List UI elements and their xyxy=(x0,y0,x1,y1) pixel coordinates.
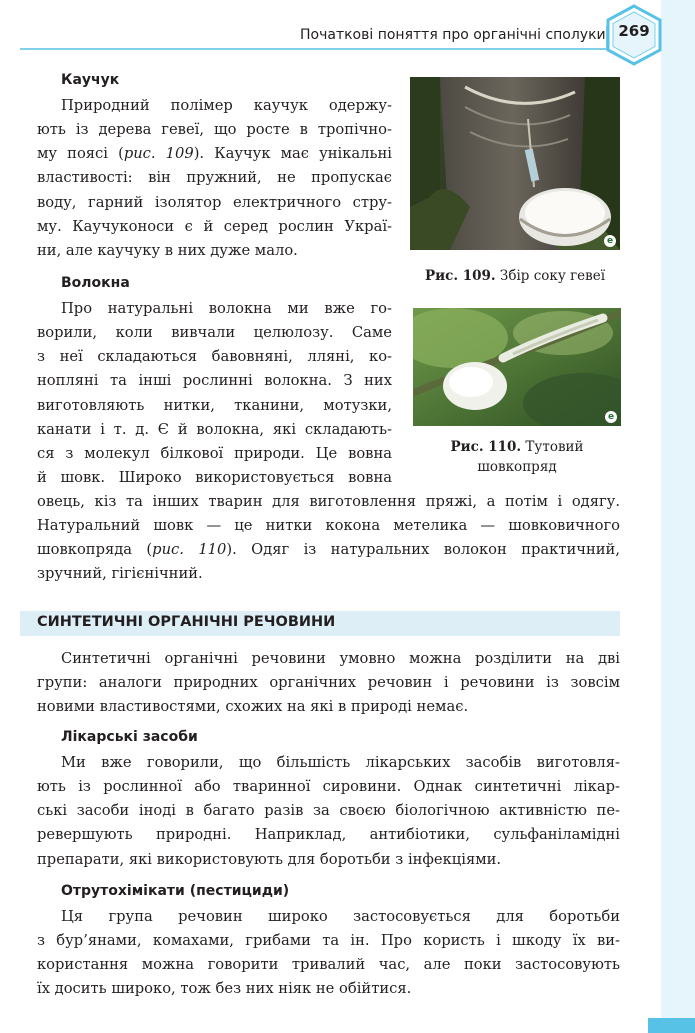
running-title: Початкові поняття про органічні сполуки xyxy=(300,27,606,43)
text-line: овець, кіз та інших тварин для виготовлення пряжі, а потім і одягу. xyxy=(37,493,620,510)
text-line: воду, гарний ізолятор електричного стру- xyxy=(37,193,392,211)
page-edge-tab xyxy=(661,0,695,1033)
text-run: шовкопряда ( xyxy=(37,541,153,559)
text-line: виготовляють нитки, тканини, мотузки, xyxy=(37,396,392,414)
figure-caption-text: Тутовий xyxy=(525,439,584,455)
figure-reference: рис. 109 xyxy=(123,145,194,163)
paragraph-fibers-wide xyxy=(37,490,620,587)
paragraph-fibers-narrow xyxy=(37,297,392,490)
text-line: Ми вже говорили, що більшість лікарських засобів виготовля- xyxy=(61,754,620,771)
silkworm-image xyxy=(413,308,621,426)
text-line: Натуральний шовк — це нитки кокона метелика — шовковичного xyxy=(37,517,620,535)
text-run: ). Одяг із натуральних волокон практичний, xyxy=(226,541,620,559)
caption-line: шовкопряд xyxy=(477,459,557,475)
text-run: ). Каучук має унікальні xyxy=(193,145,392,163)
paragraph-pesticides xyxy=(37,905,620,1002)
text-line: Синтетичні органічні речовини умовно можна розділити на дві xyxy=(61,650,620,667)
text-line: їх досить широко, тож без них ніяк не обійтися. xyxy=(37,980,412,998)
text-line: ревершують природні. Наприклад, антибіотики, сульфаніламідні xyxy=(37,826,620,844)
figure-label: Рис. 109. xyxy=(424,268,496,284)
text-line: новими властивостями, схожих на які в природі немає. xyxy=(37,698,469,716)
figure-110-photo xyxy=(413,308,621,426)
e-resource-icon: e xyxy=(604,235,616,247)
text-line: Природний полімер каучук одержу- xyxy=(61,97,392,114)
heading-rubber: Каучук xyxy=(61,72,120,88)
text-line: ють із рослинної або тваринної сировини. Однак синтетичні лікар- xyxy=(37,778,620,796)
page-corner-tab xyxy=(648,1018,695,1033)
text-line: з бур’янами, комахами, грибами та ін. Про користь і шкоду їх ви- xyxy=(37,932,620,950)
text-line: користання можна говорити тривалий час, але поки застосовують xyxy=(37,956,620,974)
text-line: ють із дерева гевеї, що росте в тропічно- xyxy=(37,121,392,139)
text-line: зручний, гігієнічний. xyxy=(37,565,203,583)
figure-reference: рис. 110 xyxy=(152,541,227,559)
text-line: ські засоби іноді в багато разів за своєю біологічною активністю пе- xyxy=(37,802,620,820)
text-line: канати і т. д. Є й волокна, які складають- xyxy=(37,420,392,438)
text-line: й шовк. Широко використовується вовна xyxy=(37,469,392,487)
text-run: му поясі ( xyxy=(37,145,124,163)
figure-caption-text: Збір соку гевеї xyxy=(499,268,606,284)
text-line xyxy=(37,538,620,562)
text-line: Ця група речовин широко застосовується для боротьби xyxy=(61,908,620,925)
header-rule xyxy=(20,48,616,50)
heading-fibers: Волокна xyxy=(61,275,130,291)
text-line: му. Каучуконоси є й серед рослин Украї- xyxy=(37,217,392,235)
figure-110-caption xyxy=(407,437,627,477)
text-line: Про натуральні волокна ми вже го- xyxy=(61,300,392,317)
figure-label: Рис. 110. xyxy=(450,439,522,455)
page-number: 269 xyxy=(618,22,650,40)
heading-medicines: Лікарські засоби xyxy=(61,729,198,745)
text-line: ворили, коли вивчали целюлозу. Саме xyxy=(37,324,392,342)
paragraph-synthetic xyxy=(37,647,620,719)
figure-109-photo xyxy=(410,77,620,250)
text-line: ся з молекул білкової природи. Це вовна xyxy=(37,444,392,462)
heading-pesticides: Отрутохімікати (пестициди) xyxy=(61,883,290,899)
text-line: ни, але каучуку в них дуже мало. xyxy=(37,241,298,259)
section-title: СИНТЕТИЧНІ ОРГАНІЧНІ РЕЧОВИНИ xyxy=(37,614,336,630)
text-line: з неї складаються бавовняні, лляні, ко- xyxy=(37,348,392,366)
paragraph-medicines xyxy=(37,751,620,872)
e-resource-icon: e xyxy=(605,411,617,423)
rubber-tree-image xyxy=(410,77,620,250)
text-line: препарати, які використовують для боротьби з інфекціями. xyxy=(37,850,502,868)
text-line: групи: аналоги природних органічних речовин і речовини із зовсім xyxy=(37,674,620,692)
text-line: властивості: він пружний, не пропускає xyxy=(37,169,392,187)
paragraph-rubber xyxy=(37,94,392,263)
text-line: ноплянi та інші рослинні волокна. З них xyxy=(37,372,392,390)
text-line xyxy=(37,142,392,166)
figure-109-caption xyxy=(405,266,625,286)
caption-line xyxy=(407,437,627,457)
